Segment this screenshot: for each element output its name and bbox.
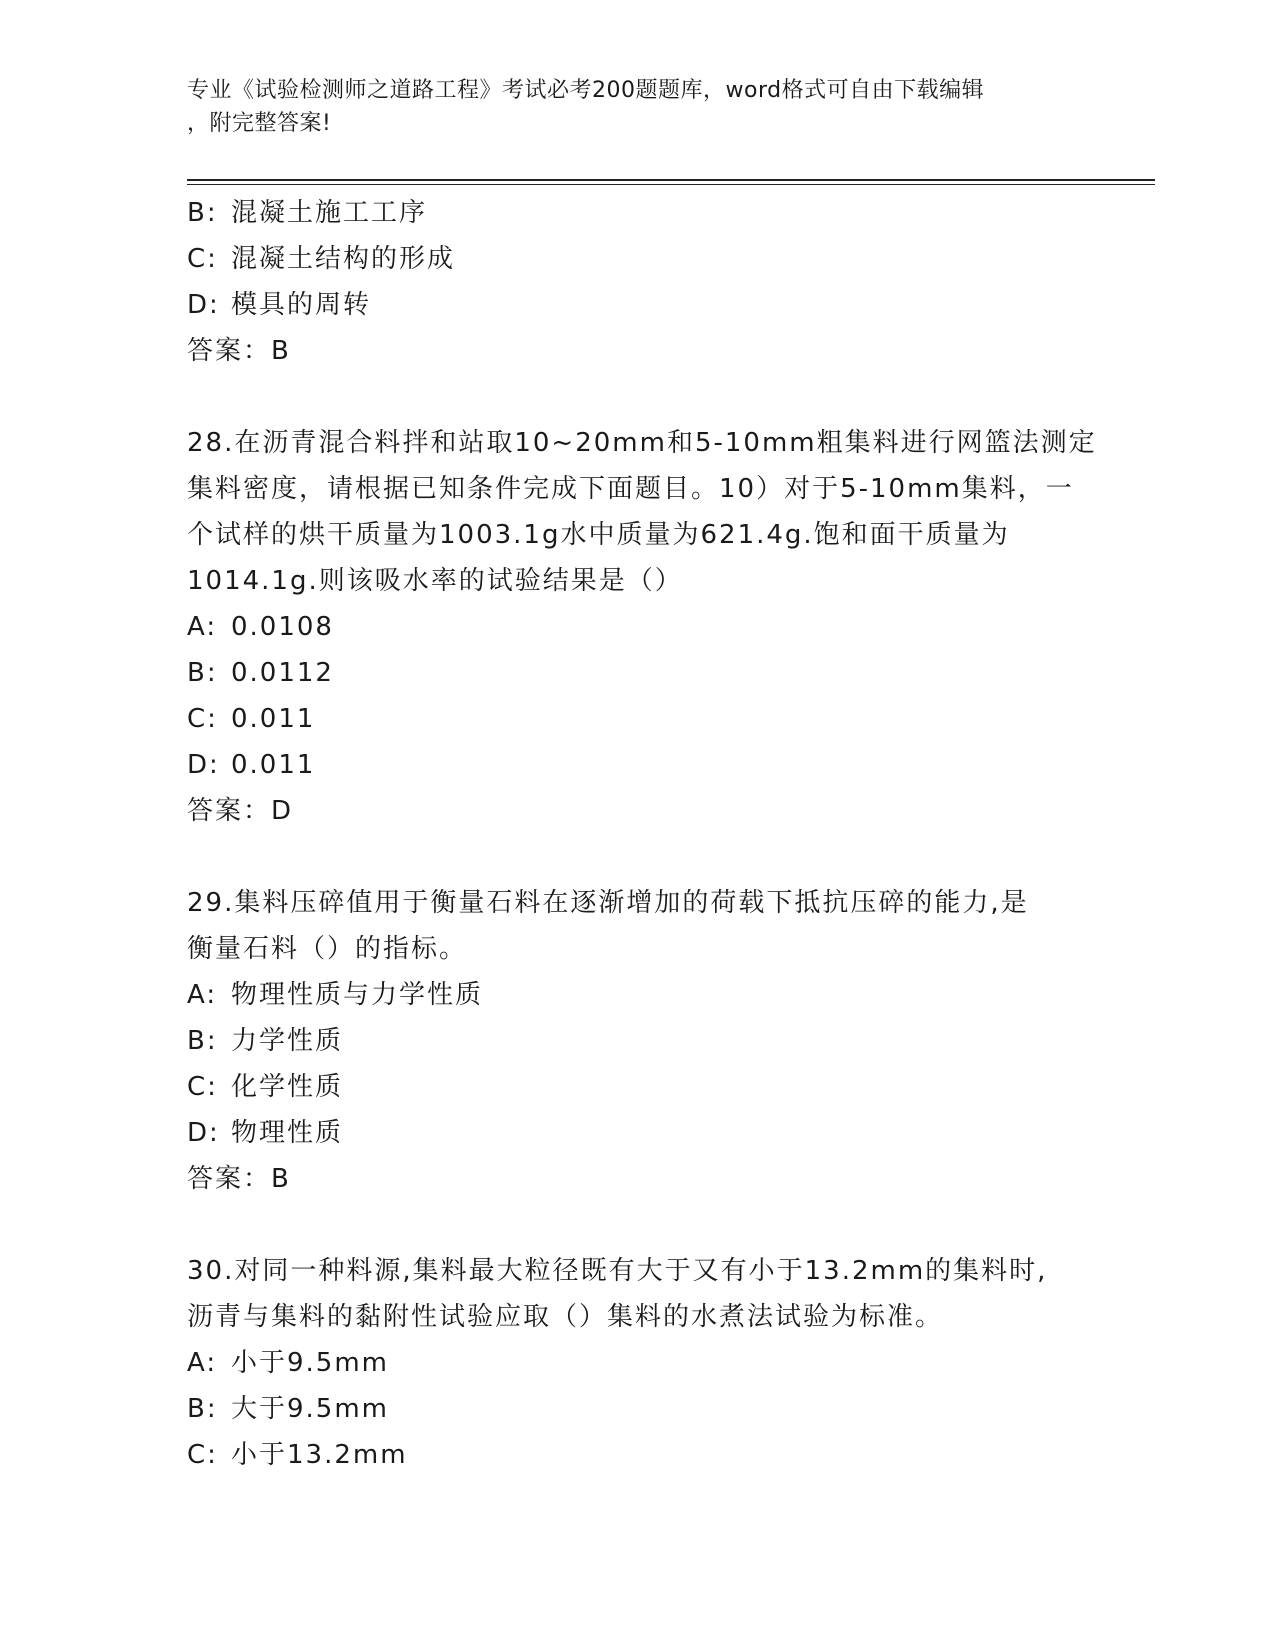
option-text: 小于13.2mm — [231, 1440, 408, 1470]
option-prefix: A: — [187, 980, 218, 1010]
question-content — [187, 190, 1097, 1478]
option-text: 化学性质 — [231, 1072, 344, 1102]
option-text: 大于9.5mm — [231, 1394, 390, 1424]
option-prefix: C: — [187, 244, 218, 274]
question-30 — [187, 1248, 1087, 1478]
option-c — [187, 1432, 1087, 1478]
option-b — [187, 650, 1087, 696]
question-stem-line: 28.在沥青混合料拌和站取10~20mm和5-10mm粗集料进行网篮法测定 — [187, 428, 1097, 458]
header-line-2: ，附完整答案! — [187, 111, 332, 136]
question-29 — [187, 880, 1087, 1202]
option-text: 混凝土结构的形成 — [231, 244, 456, 274]
option-prefix: B: — [187, 1394, 218, 1424]
option-prefix: B: — [187, 658, 218, 688]
option-text: 0.011 — [231, 750, 316, 780]
option-a — [187, 604, 1087, 650]
header-divider-thin — [187, 184, 1155, 185]
question-stem-line: 30.对同一种料源,集料最大粒径既有大于又有小于13.2mm的集料时, — [187, 1256, 1048, 1286]
question-stem-line: 集料密度，请根据已知条件完成下面题目。10）对于5-10mm集料，一 — [187, 474, 1074, 504]
answer-line: 答案：B — [187, 1164, 291, 1194]
option-d — [187, 742, 1087, 788]
option-text: 力学性质 — [231, 1026, 344, 1056]
option-d — [187, 1110, 1087, 1156]
header-divider-thick — [187, 179, 1155, 181]
page-header — [187, 74, 1067, 140]
option-b — [187, 190, 1087, 236]
option-d — [187, 282, 1087, 328]
option-c — [187, 696, 1087, 742]
question-stem-line: 29.集料压碎值用于衡量石料在逐渐增加的荷载下抵抗压碎的能力,是 — [187, 888, 1029, 918]
option-b — [187, 1386, 1087, 1432]
answer-line: 答案：D — [187, 796, 294, 826]
question-28 — [187, 420, 1097, 834]
option-prefix: C: — [187, 704, 218, 734]
option-text: 小于9.5mm — [231, 1348, 390, 1378]
option-c — [187, 236, 1087, 282]
option-text: 0.0108 — [231, 612, 334, 642]
option-text: 0.011 — [231, 704, 316, 734]
header-line-1: 专业《试验检测师之道路工程》考试必考200题题库，word格式可自由下载编辑 — [187, 78, 985, 103]
option-a — [187, 972, 1087, 1018]
option-prefix: D: — [187, 750, 220, 780]
option-prefix: B: — [187, 1026, 218, 1056]
option-text: 0.0112 — [231, 658, 334, 688]
option-prefix: A: — [187, 1348, 218, 1378]
question-stem-line: 个试样的烘干质量为1003.1g水中质量为621.4g.饱和面干质量为 — [187, 520, 1010, 550]
option-text: 模具的周转 — [231, 290, 372, 320]
option-prefix: B: — [187, 198, 218, 228]
option-text: 混凝土施工工序 — [231, 198, 428, 228]
option-prefix: D: — [187, 290, 220, 320]
question-stem-line: 1014.1g.则该吸水率的试验结果是（） — [187, 566, 683, 596]
answer-line: 答案：B — [187, 336, 291, 366]
option-text: 物理性质 — [231, 1118, 344, 1148]
option-b — [187, 1018, 1087, 1064]
option-prefix: C: — [187, 1440, 218, 1470]
option-c — [187, 1064, 1087, 1110]
question-stem-line: 衡量石料（）的指标。 — [187, 934, 468, 964]
option-a — [187, 1340, 1087, 1386]
question-27-tail — [187, 190, 1087, 374]
option-prefix: C: — [187, 1072, 218, 1102]
option-text: 物理性质与力学性质 — [231, 980, 484, 1010]
question-stem-line: 沥青与集料的黏附性试验应取（）集料的水煮法试验为标准。 — [187, 1302, 944, 1332]
option-prefix: D: — [187, 1118, 220, 1148]
option-prefix: A: — [187, 612, 218, 642]
